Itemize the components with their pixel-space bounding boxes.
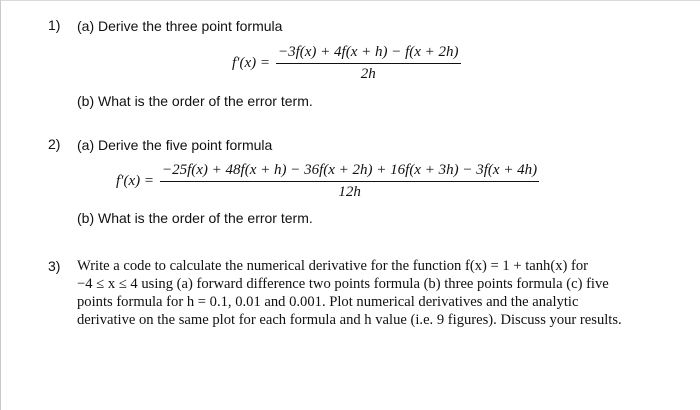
question-3-number: 3) (48, 258, 61, 274)
formula-fraction (160, 162, 539, 201)
question-1b-text: (b) What is the order of the error term. (77, 93, 313, 109)
formula-lhs: f′(x) = (232, 55, 270, 71)
question-3-line: points formula for h = 0.1, 0.01 and 0.001. Plot numerical derivatives and the analytic (77, 294, 579, 310)
formula-denominator: 12h (338, 184, 361, 200)
three-point-formula (232, 44, 461, 83)
question-3-line: −4 ≤ x ≤ 4 using (a) forward difference two points formula (b) three points formula (c) five (77, 276, 609, 292)
formula-denominator: 2h (360, 66, 376, 82)
formula-numerator: −25f(x) + 48f(x + h) − 36f(x + 2h) + 16f(x + 3h) − 3f(x + 4h) (160, 162, 539, 182)
five-point-formula (116, 162, 539, 201)
formula-fraction (276, 44, 461, 83)
question-2a-text: (a) Derive the five point formula (77, 137, 273, 153)
question-1a-text: (a) Derive the three point formula (77, 18, 283, 34)
question-2b-text: (b) What is the order of the error term. (77, 210, 313, 226)
question-1-number: 1) (48, 17, 61, 33)
formula-numerator: −3f(x) + 4f(x + h) − f(x + 2h) (276, 44, 461, 64)
question-3-text (77, 257, 684, 329)
question-3-line: derivative on the same plot for each formula and h value (i.e. 9 figures). Discuss your results. (77, 312, 622, 328)
formula-lhs: f′(x) = (116, 173, 154, 189)
question-3-line: Write a code to calculate the numerical derivative for the function f(x) = 1 + tanh(x) for (77, 258, 589, 274)
question-2-number: 2) (48, 136, 61, 152)
